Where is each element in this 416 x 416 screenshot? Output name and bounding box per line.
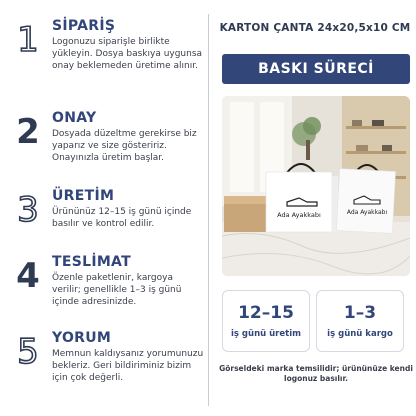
- step-title: ÜRETİM: [52, 188, 115, 204]
- step-title: SİPARİŞ: [52, 18, 116, 34]
- step-number-1: [12, 18, 44, 58]
- step-number-4-glyph: 4: [16, 256, 40, 294]
- stat-shipping: [316, 290, 404, 352]
- step-number-3: [12, 188, 44, 228]
- step-number-1-glyph: 1: [17, 20, 39, 58]
- step-number-3-glyph: 3: [17, 190, 39, 228]
- product-panel: [214, 0, 416, 416]
- stat-label: iş günü üretim: [231, 329, 301, 339]
- process-banner: BASKI SÜRECİ: [222, 54, 410, 84]
- step-description: Logonuzu siparişle birlikte yükleyin. Dosya baskıya uygunsa onay beklemeden üretime alınır.: [52, 37, 203, 71]
- step-number-4: [12, 254, 44, 294]
- stat-value: 12–15: [238, 303, 294, 323]
- bag-brand-label-2: Ada Ayakkabı: [346, 209, 388, 216]
- stat-value: 1–3: [343, 303, 377, 323]
- step-number-5-glyph: 5: [17, 332, 39, 370]
- step-title: TESLİMAT: [52, 254, 131, 270]
- step-description: Ürününüz 12–15 iş günü içinde basılır ve kontrol edilir.: [52, 207, 192, 229]
- step-description: Memnun kaldıysanız yorumunuzu bekleriz. Geri bildiriminiz bizim için çok değerli.: [52, 349, 204, 383]
- step-number-2-glyph: 2: [16, 112, 40, 150]
- step-number-5: [12, 330, 44, 370]
- product-photo: [222, 96, 410, 276]
- stat-label: iş günü kargo: [327, 329, 393, 339]
- step-title: YORUM: [52, 330, 112, 346]
- vertical-divider: [208, 14, 209, 406]
- stat-production: [222, 290, 310, 352]
- product-title: KARTON ÇANTA 24x20,5x10 CM: [219, 22, 411, 34]
- step-title: ONAY: [52, 110, 97, 126]
- step-description: Özenle paketlenir, kargoya verilir; genellikle 1–3 iş günü içinde adresinizde.: [52, 273, 182, 307]
- step-number-2: [12, 110, 44, 150]
- step-description: Dosyada düzeltme gerekirse biz yaparız ve size gösteririz. Onayınızla üretim başlar.: [52, 129, 197, 163]
- brand-disclaimer: Görseldeki marka temsilidir; ürününüze kendi logonuz basılır.: [219, 364, 413, 383]
- bag-brand-label: Ada Ayakkabı: [277, 211, 321, 219]
